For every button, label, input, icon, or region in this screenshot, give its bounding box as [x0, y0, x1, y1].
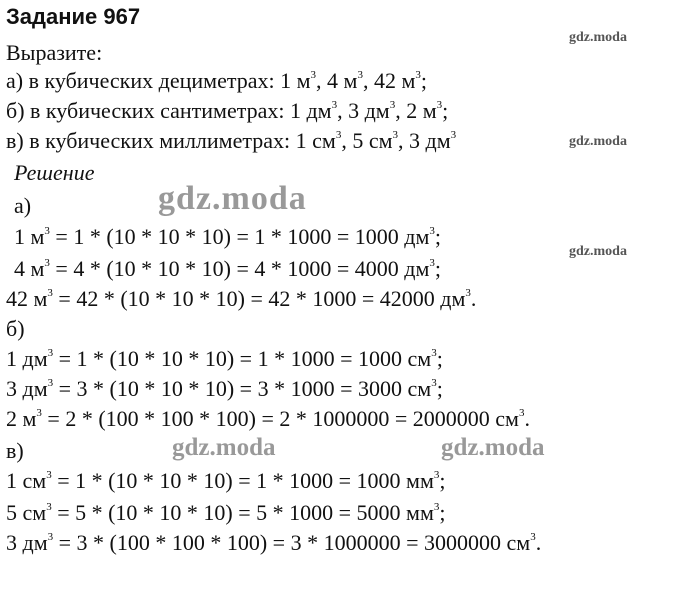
task-b: б) в кубических сантиметрах: 1 $дм^3$, 3 $дм^3$, 2 $м^3$; — [6, 98, 449, 123]
instruction: Выразите: — [6, 40, 103, 65]
watermark-bottom-right: gdz.moda — [441, 434, 545, 461]
solution-b-line-1: 1 $дм^3 = 1 * (10 * 10 * 10) = 1 * 1000 = 1000$ $см^3$; — [6, 346, 443, 371]
solution-a-line-1: 1 $м^3 = 1 * (10 * 10 * 10) = 1 * 1000 = 1000$ $дм^3$; — [14, 224, 442, 249]
solution-a-line-3: 42 $м^3 = 42 * (10 * 10 * 10) = 42 * 1000 = 42000$ $дм^3$. — [6, 286, 477, 311]
watermark-right-mid: gdz.moda — [569, 134, 627, 149]
solution-b-line-2: 3 $дм^3 = 3 * (10 * 10 * 10) = 3 * 1000 = 3000$ $см^3$; — [6, 376, 443, 401]
page-title: Задание 967 — [6, 4, 141, 29]
solution-heading: Решение — [14, 160, 95, 185]
solution-v-line-3: 3 $дм^3 = 3 * (100 * 100 * 100) = 3 * 1000000 = 3000000$ $см^3$. — [6, 530, 542, 555]
solution-b-label: б) — [6, 316, 25, 341]
solution-v-line-1: 1 $см^3 = 1 * (10 * 10 * 10) = 1 * 1000 = 1000$ $мм^3$; — [6, 468, 446, 493]
task-a: а) в кубических дециметрах: 1 $м^3$, 4 $м^3$, 42 $м^3$; — [6, 68, 427, 93]
task-v: в) в кубических миллиметрах: 1 $см^3$, 5 $см^3$, 3 $дм^3$ — [6, 128, 457, 153]
solution-a-line-2: 4 $м^3 = 4 * (10 * 10 * 10) = 4 * 1000 = 4000$ $дм^3$; — [14, 256, 442, 281]
watermark-center-large: gdz.moda — [158, 180, 307, 217]
solution-a-label: а) — [14, 193, 32, 218]
solution-v-label: в) — [6, 438, 24, 463]
watermark-right-lower: gdz.moda — [569, 244, 627, 259]
watermark-top-right: gdz.moda — [569, 30, 627, 45]
watermark-bottom-left: gdz.moda — [172, 434, 276, 461]
solution-b-line-3: 2 $м^3 = 2 * (100 * 100 * 100) = 2 * 1000000 = 2000000$ $см^3$. — [6, 406, 530, 431]
solution-v-line-2: 5 $см^3 = 5 * (10 * 10 * 10) = 5 * 1000 = 5000$ $мм^3$; — [6, 500, 446, 525]
